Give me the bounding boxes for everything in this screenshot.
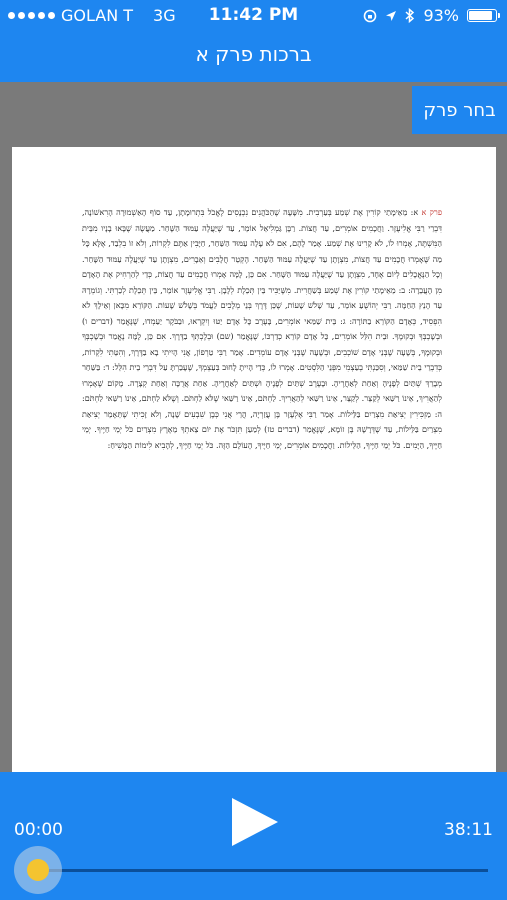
status-right <box>363 6 497 25</box>
progress-track[interactable] <box>36 869 488 872</box>
battery-icon <box>467 9 497 22</box>
duration-time: 38:11 <box>444 820 493 840</box>
play-icon[interactable] <box>228 796 280 848</box>
body-text: א: מֵאֵימָתַי קוֹרִין אֶת שְׁמַע בְּעַרְבִית. מִשָּׁעָה שֶׁהַכֹּהֲנִים נִכְנָסִים לֶאֱכֹל בִּתְרוּמָתָן, עַד סוֹף הָאַשְׁמוּרָה הָרִאשׁוֹנָה, דִּבְרֵי רַבִּי אֱלִיעֶזֶר. וַחֲכָמִים אוֹמְרִים, עַד חֲצוֹת. רַבָּן גַּמְלִיאֵל אוֹמֵר, עַד שֶׁיַּעֲלֶה עַמּוּד הַשָּׁחַר. מַעֲשֶׂה שֶׁבָּאוּ בָנָיו מִבֵּית הַמִּשְׁתֶּה, אָמְרוּ לוֹ, לֹא קָרִינוּ אֶת שְׁמַע. אָמַר לָהֶם, אִם לֹא עָלָה עַמּוּד הַשַּׁחַר, חַיָּבִין אַתֶּם לִקְרוֹת, וְלֹא זוֹ בִלְבַד, אֶלָּא כָּל מַה שֶּׁאָמְרוּ חֲכָמִים עַד חֲצוֹת, מִצְוָתָן עַד שֶׁיַּעֲלֶה עַמּוּד הַשָּׁחַר. הֶקְטֵר חֲלָבִים וְאֵבָרִים, מִצְוָתָן עַד שֶׁיַּעֲלֶה עַמּוּד הַשָּׁחַר. וְכָל הַנֶּאֱכָלִים לְיוֹם אֶחָד, מִצְוָתָן עַד שֶׁיַּעֲלֶה עַמּוּד הַשָּׁחַר. אִם כֵּן, לָמָּה אָמְרוּ חֲכָמִים עַד חֲצוֹת, כְּדֵי לְהַרְחִיק אֶת הָאָדָם מִן הָעֲבֵרָה: ב: מֵאֵימָתַי קוֹרִין אֶת שְׁמַע בְּשַׁחֲרִית. מִשֶּׁיַּכִּיר בֵּין תְּכֵלֶת לְלָבָן. רַבִּי אֱלִיעֶזֶר אוֹמֵר, בֵּין תְּכֵלֶת לְכַרְתִּי. וְגוֹמְרָהּ עַד הָנֵץ הַחַמָּה. רַבִּי יְהוֹשֻׁעַ אוֹמֵר, עַד שָׁלֹשׁ שָׁעוֹת, שֶׁכֵּן דֶּרֶךְ בְּנֵי מְלָכִים לַעֲמֹד בְּשָׁלֹשׁ שָׁעוֹת. הַקּוֹרֵא מִכָּאן וְאֵילָךְ לֹא הִפְסִיד, כְּאָדָם הַקּוֹרֵא בַתּוֹרָה: ג: בֵּית שַׁמַּאי אוֹמְרִים, בָּעֶרֶב כָּל אָדָם יַטּוּ וְיִקְרְאוּ, וּבַבֹּקֶר יַעַמְדוּ, שֶׁנֶּאֱמַר (דברים ו) וּבְשָׁכְבְּךָ וּבְקוּמֶךָ. וּבֵית הִלֵּל אוֹמְרִים, כָּל אָדָם קוֹרֵא כְדַרְכּוֹ, שֶׁנֶּאֱמַר (שם) וּבְלֶכְתְּךָ בַדֶּרֶךְ. אִם כֵּן, לָמָּה נֶאֱמַר וּבְשָׁכְבְּךָ וּבְקוּמֶךָ, בְּשָׁעָה שֶׁבְּנֵי אָדָם שׁוֹכְבִים, וּבְשָׁעָה שֶׁבְּנֵי אָדָם עוֹמְדִים. אָמַר רַבִּי טַרְפוֹן, אֲנִי הָיִיתִי בָא בַדֶּרֶךְ, וְהִטֵּתִי לִקְרוֹת, כְּדִבְרֵי בֵית שַׁמַּאי, וְסִכַּנְתִּי בְעַצְמִי מִפְּנֵי הַלִּסְטִים. אָמְרוּ לוֹ, כְּדַי הָיִיתָ לָחוּב בְּעַצְמְךָ, שֶׁעָבַרְתָּ עַל דִּבְרֵי בֵית הִלֵּל: ד: בַּשַּׁחַר מְבָרֵךְ שְׁתַּיִם לְפָנֶיהָ וְאַחַת לְאַחֲרֶיהָ. וּבָעֶרֶב שְׁתַּיִם לְפָנֶיהָ וּשְׁתַּיִם לְאַחֲרֶיהָ. אַחַת אֲרֻכָּה וְאַחַת קְצָרָה. מָקוֹם שֶׁאָמְרוּ לְהַאֲרִיךְ, אֵינוֹ רַשַּׁאי לְקַצֵּר. לְקַצֵּר, אֵינוֹ רַשַּׁאי לְהַאֲרִיךְ. לַחְתֹּם, אֵינוֹ רַשַּׁאי שֶׁלֹּא לַחְתֹּם. וְשֶׁלֹּא לַחְתֹּם, אֵינוֹ רַשַּׁאי לַחְתֹּם: ה: מַזְכִּירִין יְצִיאַת מִצְרַיִם בַּלֵּילוֹת. אָמַר רַבִּי אֶלְעָזָר בֶּן עֲזַרְיָה, הֲרֵי אֲנִי כְּבֶן שִׁבְעִים שָׁנָה, וְלֹא זָכִיתִי שֶׁתֵּאָמֵר יְצִיאַת מִצְרַיִם בַּלֵּילוֹת, עַד שֶׁדְּרָשָׁהּ בֶּן זוֹמָא, שֶׁנֶּאֱמַר (דברים טז) לְמַעַן תִּזְכֹּר אֶת יוֹם צֵאתְךָ מֵאֶרֶץ מִצְרַיִם כֹּל יְמֵי חַיֶּיךָ. יְמֵי חַיֶּיךָ, הַיָּמִים. כֹּל יְמֵי חַיֶּיךָ, הַלֵּילוֹת. וַחֲכָמִים אוֹמְרִים, יְמֵי חַיֶּיךָ, הָעוֹלָם הַזֶּה. כֹּל יְמֵי חַיֶּיךָ, לְהָבִיא לִימוֹת הַמָּשִׁיחַ: <box>82 208 443 450</box>
status-bar <box>0 0 507 30</box>
carrier-label: GOLAN T <box>61 6 134 25</box>
progress-thumb[interactable] <box>27 859 49 881</box>
document-page[interactable] <box>12 147 496 772</box>
bluetooth-icon <box>405 8 415 23</box>
clock: 11:42 PM <box>208 5 299 25</box>
location-icon <box>385 10 397 22</box>
page-title: ברכות פרק א <box>195 42 312 66</box>
nav-bar <box>0 30 507 82</box>
elapsed-time: 00:00 <box>14 820 63 840</box>
battery-percent: 93% <box>423 6 459 25</box>
choose-chapter-button[interactable]: בחר פרק <box>412 86 507 134</box>
mishnah-text <box>82 205 442 453</box>
network-label: 3G <box>153 6 176 25</box>
chapter-marker: פרק א <box>421 208 443 217</box>
rotation-lock-icon <box>363 9 377 23</box>
